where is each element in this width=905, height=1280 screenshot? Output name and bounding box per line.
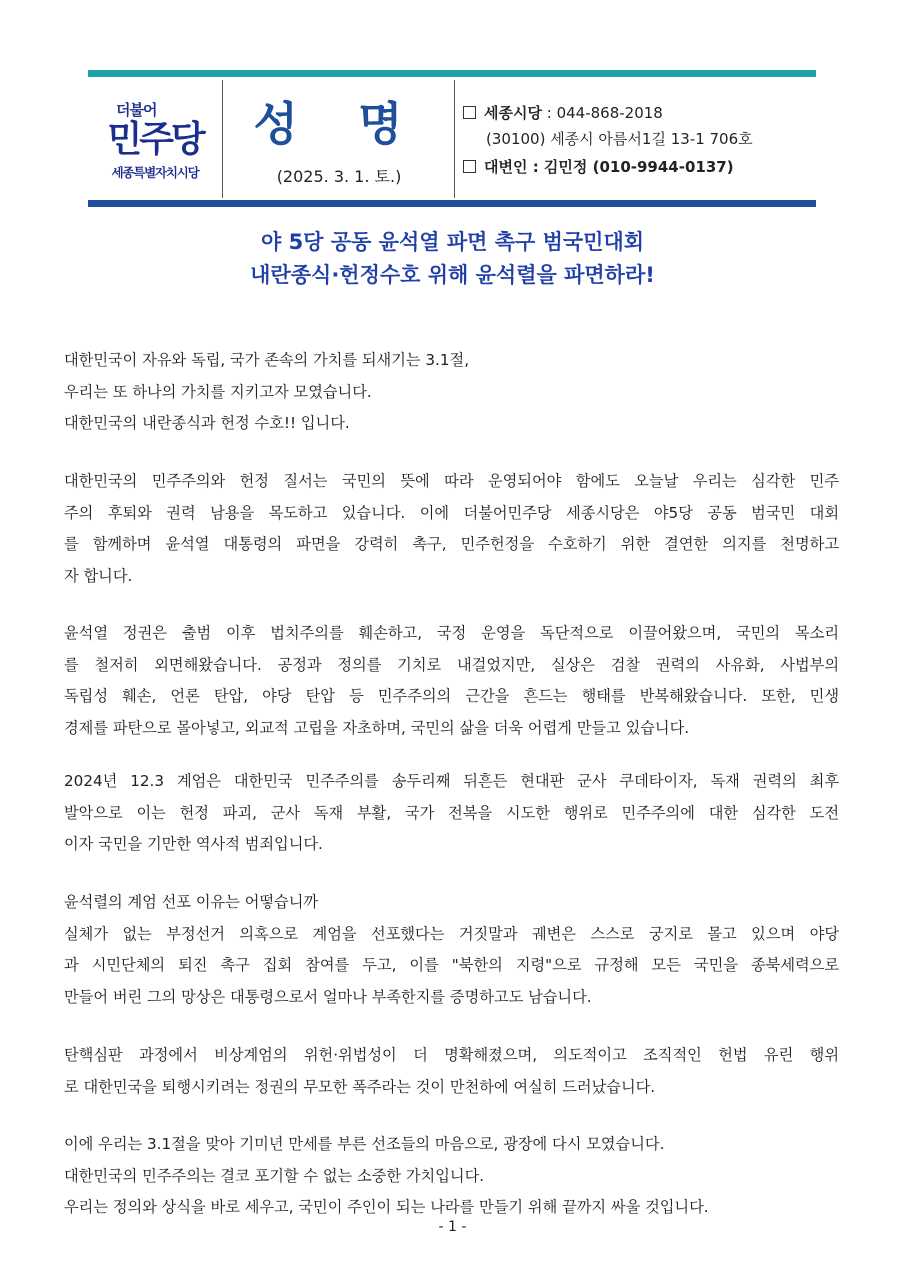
header-top-bar: [88, 70, 816, 77]
text-line: 만들어 버린 그의 망상은 대통령으로서 얼마나 부족한지를 증명하고도 남습니다.: [64, 987, 592, 1006]
header-bottom-bar: [88, 200, 816, 207]
paragraph-3: [64, 618, 839, 744]
text-line: 윤석렬의 계엄 선포 이유는 어떻습니까: [64, 893, 319, 911]
contact-spokesperson: [463, 156, 734, 177]
text-line: 실체가 없는 부정선거 의혹으로 계엄을 선포했다는 거짓말과 궤변은 스스로 궁지로 몰고 있으며 야당: [64, 924, 839, 943]
party-phone: : 044-868-2018: [546, 104, 663, 122]
page-number: - 1 -: [438, 1219, 467, 1235]
text-line: 자 합니다.: [64, 566, 133, 585]
paragraph-5: [64, 887, 839, 1013]
party-logo: [88, 85, 222, 195]
text-line: 대한민국의 민주주의는 결코 포기할 수 없는 소중한 가치입니다.: [64, 1166, 485, 1185]
text-line: 과 시민단체의 퇴진 촉구 집회 참여를 두고, 이를 "북한의 지령"으로 규정해 모든 국민을 종북세력으로: [64, 956, 839, 974]
text-line: 우리는 또 하나의 가치를 지키고자 모였습니다.: [64, 382, 372, 401]
text-line: 이자 국민을 기만한 역사적 범죄입니다.: [64, 835, 323, 853]
paragraph-6: [64, 1040, 839, 1103]
text-line: 주의 후퇴와 권력 남용을 목도하고 있습니다. 이에 더불어민주당 세종시당은 야5당 공동 범국민 대회: [64, 503, 839, 522]
checkbox-icon: [463, 160, 476, 173]
text-line: 로 대한민국을 퇴행시키려는 정권의 무모한 폭주라는 것이 만천하에 여실히 드러났습니다.: [64, 1077, 656, 1096]
statement-title: 성 명: [253, 97, 425, 151]
text-line: 대한민국이 자유와 독립, 국가 존속의 가치를 되새기는 3.1절,: [64, 351, 470, 369]
contact-party: [463, 102, 663, 123]
text-line: 를 철저히 외면해왔습니다. 공정과 정의를 기치로 내걸었지만, 실상은 검찰 권력의 사유화, 사법부의: [64, 655, 839, 674]
text-line: 2024년 12.3 계엄은 대한민국 민주주의를 송두리째 뒤흔든 현대판 군사 쿠데타이자, 독재 권력의 최후: [64, 772, 839, 790]
text-line: 발악으로 이는 헌정 파괴, 군사 독재 부활, 국가 전복을 시도한 행위로 민주주의에 대한 심각한 도전: [64, 803, 839, 822]
text-line: 우리는 정의와 상식을 바로 세우고, 국민이 주인이 되는 나라를 만들기 위해 끝까지 싸울 것입니다.: [64, 1198, 709, 1216]
text-line: 이에 우리는 3.1절을 맞아 기미년 만세를 부른 선조들의 마음으로, 광장에 다시 모였습니다.: [64, 1135, 665, 1153]
text-line: 독립성 훼손, 언론 탄압, 야당 탄압 등 민주주의의 근간을 흔드는 행태를 반복해왔습니다. 또한, 민생: [64, 687, 839, 705]
party-label: 세종시당: [484, 104, 542, 122]
text-line: 탄핵심판 과정에서 비상계엄의 위헌·위법성이 더 명확해졌으며, 의도적이고 조직적인 헌법 유린 행위: [64, 1046, 839, 1064]
paragraph-2: [64, 466, 839, 592]
text-line: 를 함께하며 윤석열 대통령의 파면을 강력히 촉구, 민주헌정을 수호하기 위한 결연한 의지를 천명하고: [64, 535, 839, 553]
spokesperson-text: 대변인 : 김민정 (010-9944-0137): [484, 158, 734, 176]
text-line: 경제를 파탄으로 몰아넣고, 외교적 고립을 자초하며, 국민의 삶을 더욱 어렵게 만들고 있습니다.: [64, 718, 690, 737]
paragraph-1: [64, 345, 839, 440]
logo-sub-text: 세종특별자치시당: [111, 165, 199, 180]
text-line: 윤석열 정권은 출범 이후 법치주의를 훼손하고, 국정 운영을 독단적으로 이끌어왔으며, 국민의 목소리: [64, 624, 839, 642]
headline-line-1: 야 5당 공동 윤석열 파면 촉구 범국민대회: [260, 230, 645, 254]
text-line: 대한민국의 민주주의와 헌정 질서는 국민의 뜻에 따라 운영되어야 함에도 오늘날 우리는 심각한 민주: [64, 472, 839, 490]
contact-address: (30100) 세종시 아름서1길 13-1 706호: [486, 130, 753, 148]
logo-main-text: 민주당: [107, 119, 203, 160]
logo-small-text: 더불어: [116, 101, 157, 119]
header-divider-2: [454, 80, 455, 198]
checkbox-icon: [463, 106, 476, 119]
headline-line-2: 내란종식·헌정수호 위해 윤석렬을 파면하라!: [250, 263, 655, 287]
paragraph-4: [64, 766, 839, 861]
text-line: 대한민국의 내란종식과 헌정 수호!! 입니다.: [64, 414, 350, 432]
paragraph-7: [64, 1129, 839, 1224]
statement-date: (2025. 3. 1. 토.): [276, 167, 402, 186]
header-divider-1: [222, 80, 223, 198]
